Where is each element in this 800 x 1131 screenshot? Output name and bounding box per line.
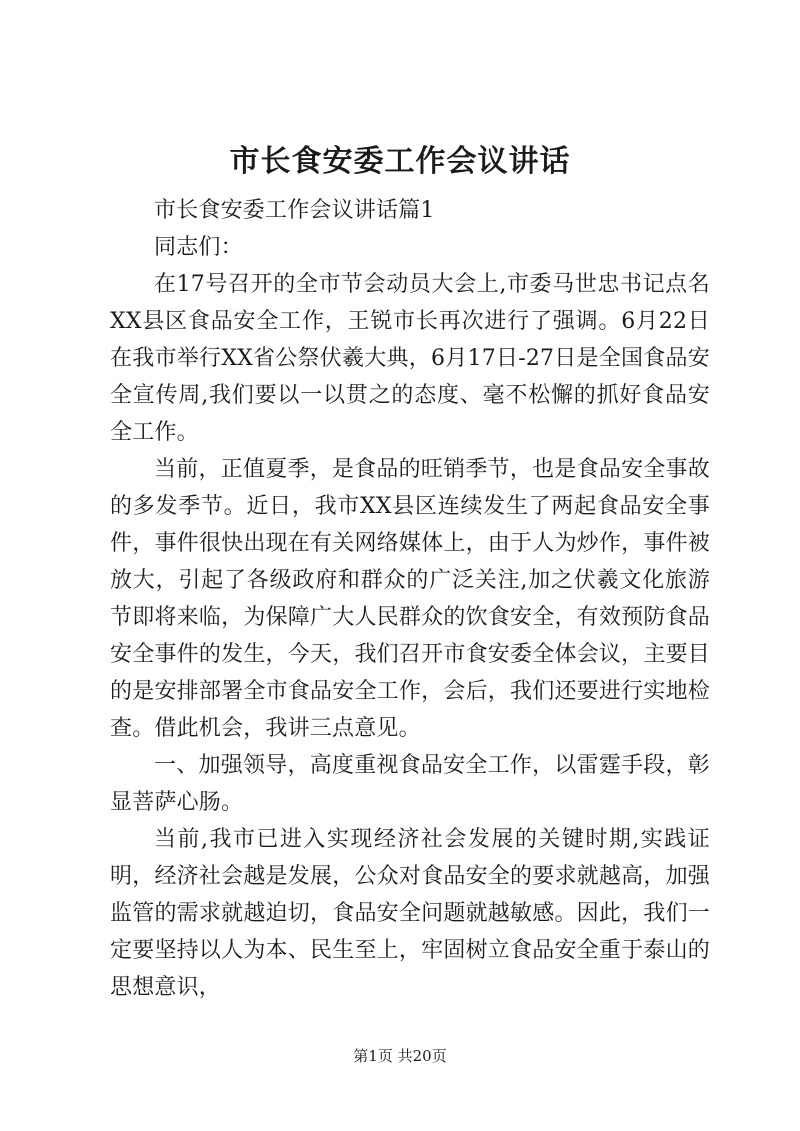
document-body: [110, 192, 710, 1006]
page-number-footer: 第1页 共20页: [353, 1047, 447, 1065]
subtitle-paragraph: 市长食安委工作会议讲话篇1: [154, 198, 435, 223]
document-title: 市长食安委工作会议讲话: [229, 144, 571, 179]
body-paragraph: 在17号召开的全市节会动员大会上,市委马世忠书记点名XX县区食品安全工作，王锐市长再次进行了强调。6月22日在我市举行XX省公祭伏羲大典，6月17日-27日是全国食品安全宣传周,我们要以一以贯之的态度、毫不松懈的抓好食品安全工作。: [110, 272, 710, 445]
section-heading: 一、加强领导，高度重视食品安全工作，以雷霆手段，彰显菩萨心肠。: [110, 753, 710, 815]
body-paragraph: 当前,我市已进入实现经济社会发展的关键时期,实践证明，经济社会越是发展，公众对食品安全的要求就越高，加强监管的需求就越迫切，食品安全问题就越敏感。因此，我们一定要坚持以人为本、民生至上，牢固树立食品安全重于泰山的思想意识，: [110, 827, 710, 1000]
salutation-paragraph: 同志们：: [154, 235, 243, 260]
body-paragraph: 当前，正值夏季，是食品的旺销季节，也是食品安全事故的多发季节。近日，我市XX县区连续发生了两起食品安全事件，事件很快出现在有关网络媒体上，由于人为炒作，事件被放大，引起了各级政府和群众的广泛关注,加之伏羲文化旅游节即将来临，为保障广大人民群众的饮食安全，有效预防食品安全事件的发生，今天，我们召开市食安委全体会议，主要目的是安排部署全市食品安全工作，会后，我们还要进行实地检查。借此机会，我讲三点意见。: [110, 457, 710, 741]
